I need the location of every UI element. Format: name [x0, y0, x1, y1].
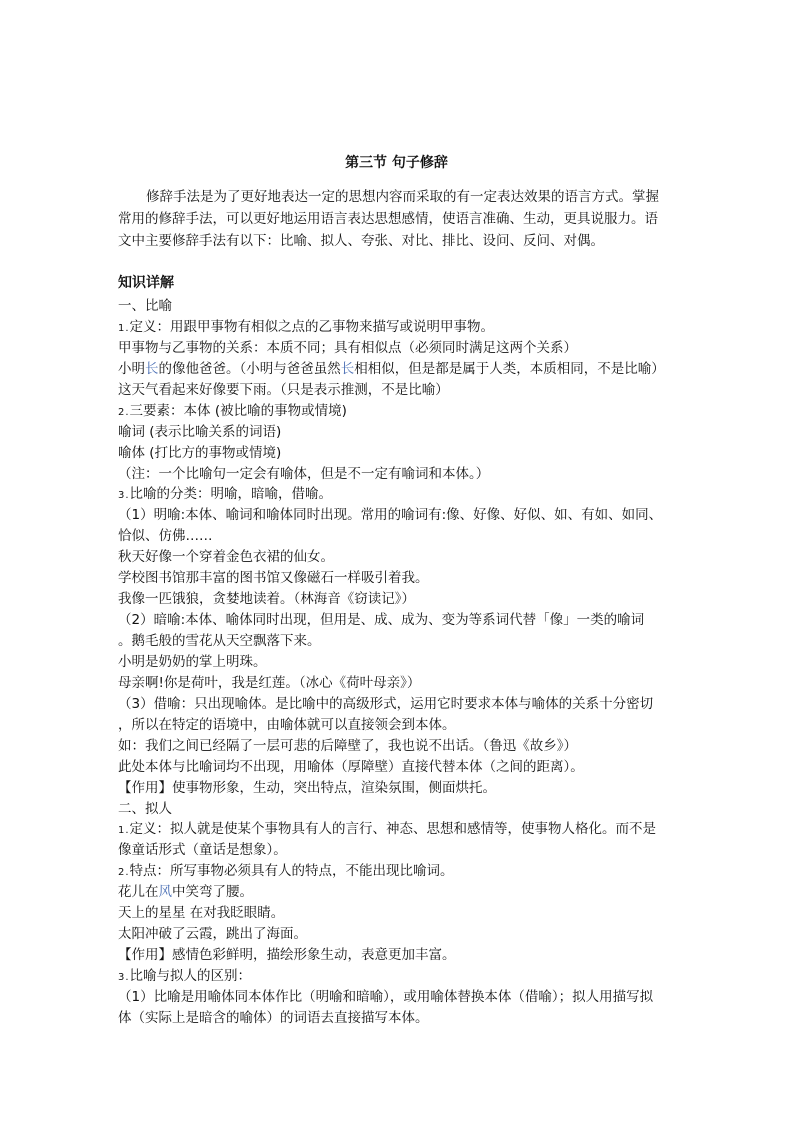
personification-feature: [118, 861, 683, 882]
borrowed-metaphor-example: 如：我们之间已经隔了一层可悲的后障壁了，我也说不出话。（鲁迅《故乡》）: [118, 737, 577, 754]
list-number: 2.: [118, 867, 130, 879]
line-text: 定义：拟人就是使某个事物具有人的言行、神态、思想和感情等，使事物人格化。而不是: [129, 821, 657, 838]
highlight-char: 长: [340, 360, 355, 377]
borrowed-metaphor-definition-cont: ，所以在特定的语境中，由喻体就可以直接领会到本体。: [118, 716, 456, 733]
metaphor-word: 喻词 (表示比喻关系的词语): [118, 423, 282, 440]
highlight-char: 长: [145, 360, 159, 377]
comparison-point-1-cont: 体（实际上是暗含的喻体）的词语去直接描写本体。: [118, 1009, 429, 1026]
list-number: 1.: [118, 825, 130, 837]
intro-line-2: 常用的修辞手法，可以更好地运用语言表达思想感情，使语言准确、生动，更具说服力。语: [118, 211, 658, 227]
implicit-metaphor-example-2: 小明是奶奶的掌上明珠。: [118, 653, 267, 670]
line-text: 定义：用跟甲事物有相似之点的乙事物来描写或说明甲事物。: [129, 318, 495, 335]
content-body: [118, 296, 683, 1029]
text-segment: 相相似，但是都是属于人类，本质相同，不是比喻）: [354, 360, 665, 377]
line-text: 比喻与拟人的区别：: [129, 968, 252, 984]
metaphor-three-elements: [118, 401, 683, 422]
personification-example-1: [118, 882, 683, 903]
list-number: 3.: [118, 490, 130, 502]
list-number: 3.: [118, 972, 130, 983]
page-title: 第三节 句子修辞: [345, 155, 448, 171]
borrowed-metaphor-explanation: 此处本体与比喻词均不出现，用喻体（厚障壁）直接代替本体（之间的距离）。: [118, 758, 584, 775]
metaphor-note: （注：一个比喻句一定会有喻体，但是不一定有喻词和本体。）: [118, 465, 490, 482]
simile-definition: （1）明喻:本体、喻词和喻体同时出现。常用的喻词有:像、好像、好似、如、有如、如同、: [118, 507, 663, 524]
text-segment: 的像他爸爸。（小明与爸爸虽然: [158, 360, 341, 377]
text-segment: 中笑弯了腰。: [172, 884, 253, 901]
intro-paragraph: [118, 186, 678, 252]
personification-function: 【作用】感情色彩鲜明，描绘形象生动，表意更加丰富。: [118, 947, 456, 964]
heading-metaphor: 一、比喻: [118, 298, 172, 314]
personification-definition: [118, 819, 683, 840]
heading-personification: 二、拟人: [118, 800, 172, 817]
metaphor-relation: 甲事物与乙事物的关系：本质不同；具有相似点（必须同时满足这两个关系）: [118, 339, 577, 356]
metaphor-example-nonmetaphor: [118, 359, 683, 380]
simile-example-1: 秋天好像一个穿着金色衣裙的仙女。: [118, 549, 334, 566]
implicit-metaphor-example-1: 。鹅毛般的雪花从天空飘落下来。: [118, 633, 321, 649]
simile-example-2: 学校图书馆那丰富的图书馆又像磁石一样吸引着我。: [118, 570, 429, 587]
implicit-metaphor-example-3: 母亲啊!你是荷叶，我是红莲。（冰心《荷叶母亲》）: [118, 674, 421, 691]
section-heading: 知识详解: [118, 275, 174, 291]
simile-definition-cont: 恰似、仿佛……: [118, 528, 213, 545]
intro-line-3: 文中主要修辞手法有以下：比喻、拟人、夸张、对比、排比、设问、反问、对偶。: [118, 233, 604, 249]
line-text: 特点：所写事物必须具有人的特点，不能出现比喻词。: [129, 863, 454, 880]
metaphor-example-guess: 这天气看起来好像要下雨。（只是表示推测，不是比喻）: [118, 381, 449, 398]
personification-example-2: 天上的星星 在对我眨眼睛。: [118, 905, 285, 922]
highlight-char: 风: [158, 884, 172, 901]
list-number: 2.: [118, 406, 130, 418]
personification-definition-cont: 像童话形式（童话是想象）。: [118, 842, 287, 859]
borrowed-metaphor-definition: （3）借喻：只出现喻体。是比喻中的高级形式，运用它时要求本体与喻体的关系十分密切: [118, 695, 654, 712]
text-segment: 花儿在: [118, 884, 159, 901]
implicit-metaphor-definition: （2）暗喻:本体、喻体同时出现，但用是、成、成为、变为等系词代替「像」一类的喻词: [118, 612, 645, 629]
metaphor-definition: [118, 317, 683, 338]
simile-example-3: 我像一匹饿狼，贪婪地读着。（林海音《窃读记》）: [118, 591, 415, 608]
comparison-point-1: （1）比喻是用喻体同本体作比（明喻和暗喻），或用喻体替换本体（借喻）；拟人用描写拟: [118, 988, 654, 1005]
metaphor-function: 【作用】使事物形象，生动，突出特点，渲染氛围，侧面烘托。: [118, 779, 496, 796]
metaphor-types: [118, 484, 683, 505]
personification-example-3: 太阳冲破了云霞，跳出了海面。: [118, 926, 307, 943]
intro-line-1: 修辞手法是为了更好地表达一定的思想内容而采取的有一定表达效果的语言方式。掌握: [146, 189, 659, 205]
metaphor-vehicle: 喻体 (打比方的事物或情境): [118, 444, 282, 461]
list-number: 1.: [118, 322, 130, 334]
comparison-heading: [118, 966, 683, 987]
line-text: 三要素：本体 (被比喻的事物或情境): [129, 402, 347, 419]
line-text: 比喻的分类：明喻，暗喻，借喻。: [129, 486, 333, 503]
text-segment: 小明: [118, 360, 145, 377]
